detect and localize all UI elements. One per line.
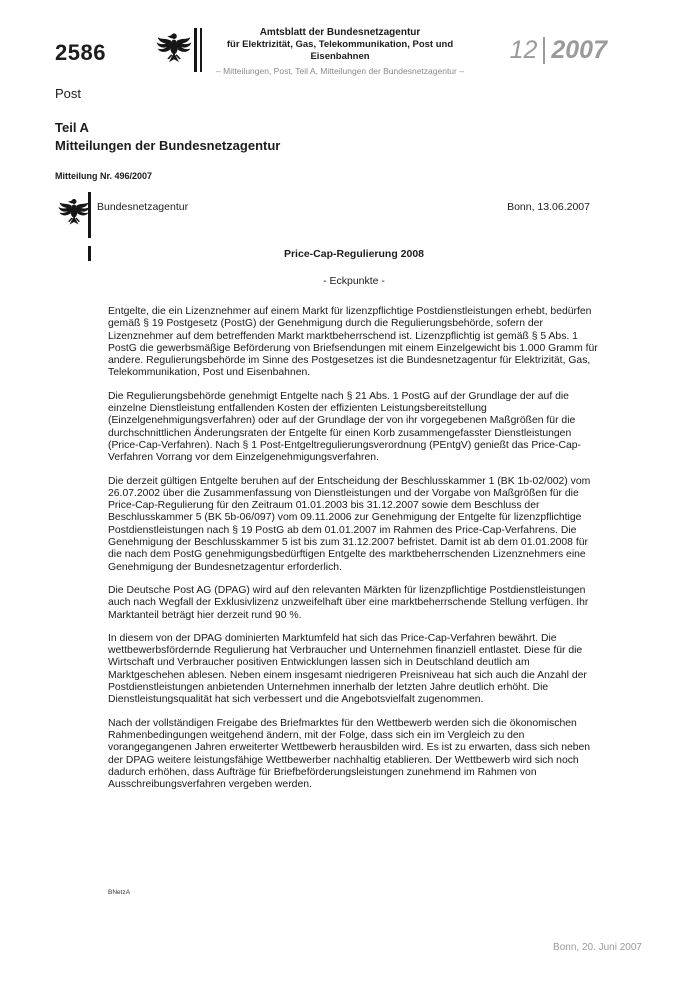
document-subtitle: - Eckpunkte -	[323, 275, 385, 287]
masthead-title-block	[200, 27, 480, 76]
federal-eagle-icon	[58, 190, 98, 238]
place-date: Bonn, 13.06.2007	[507, 201, 590, 213]
issue-divider	[543, 37, 545, 64]
issue-year: 2007	[551, 36, 607, 64]
notice-number: Mitteilung Nr. 496/2007	[55, 171, 153, 181]
part-title: Mitteilungen der Bundesnetzagentur	[55, 138, 281, 153]
document-title: Price-Cap-Regulierung 2008	[283, 248, 425, 260]
paragraph: Die derzeit gültigen Entgelte beruhen auf der Entscheidung der Beschlusskammer 1 (BK 1b-02/002) vom 26.07.2002 über die Zusammenfassung von Dienstleistungen und der Vorgabe von Maßgrößen für die Price-Cap-Regulierung für den Zeitraum 01.01.2003 bis 31.12.2007 sowie dem Beschluss der Beschlusskammer 5 (BK 5b-06/097) vom 09.11.2006 zur Genehmigung der Entgelte für lizenzpflichtige Postdienstleistungen nach § 19 PostG ab dem 01.01.2007 im Rahmen des Price-Cap-Verfahrens. Die Genehmigung der Beschlusskammer 5 ist bis zum 31.12.2007 befristet. Damit ist ab dem 01.01.2008 für die nach dem PostG genehmigungsbedürftigen Entgelte des marktbeherrschenden Lizenznehmers eine Genehmigung der Bundesnetzagentur erforderlich.	[108, 475, 591, 573]
page-number: 2586	[55, 40, 106, 65]
footer-reference: BNetzA	[108, 889, 131, 896]
document-body	[108, 306, 602, 802]
footer-place-date: Bonn, 20. Juni 2007	[553, 942, 642, 953]
agency-name: Bundesnetzagentur	[97, 201, 189, 213]
paragraph: In diesem von der DPAG dominierten Marktumfeld hat sich das Price-Cap-Verfahren bewährt. Die wettbewerbsfördernde Regulierung hat Verbraucher und Unternehmen finanziell entlastet. Diese für die Wirtschaft und Verbraucher positiven Entwicklungen lassen sich in Deutschland deutlich am Marktgeschehen ablesen. Neben einem insgesamt niedrigeren Preisniveau hat sich auch die Anzahl der Postdienstleistungen anbietenden Unternehmen innerhalb der letzten Jahre deutlich erhöht. Die Dienstleistungsqualität hat sich verbessert und die Angebotsvielfalt zugenommen.	[108, 632, 587, 706]
logo-divider-bar	[88, 192, 91, 238]
paragraph: Nach der vollständigen Freigabe des Briefmarktes für den Wettbewerb werden sich die ökonomischen Rahmenbedingungen weitgehend ändern, mit der Folge, dass sich ein im Vergleich zu den vorangegangenen Jahren erweiterter Wettbewerb herausbilden wird. Es ist zu erwarten, dass sich neben der DPAG weitere leistungsfähige Wettbewerber nachhaltig etablieren. Der Wettbewerb wird sich noch dadurch erhöhen, dass Aufträge für Briefbeförderungsleistungen zunehmend im Rahmen von Ausschreibungsverfahren vergeben werden.	[108, 717, 591, 791]
gazette-subtitle: für Elektrizität, Gas, Telekommunikation, Post und Eisenbahnen	[226, 39, 454, 62]
section-label: Post	[55, 86, 82, 101]
paragraph: Die Regulierungsbehörde genehmigt Entgelte nach § 21 Abs. 1 PostG auf der Grundlage der auf die einzelne Dienstleistung entfallenden Kosten der effizienten Leistungsbereitstellung (Einzelgenehmigungsverfahren) oder auf der Grundlage der von ihr vorgegebenen Maßgrößen für die durchschnittlichen Änderungsraten der Entgelte für einen Korb zusammengefasster Dienstleistungen (Price-Cap-Verfahren). Nach § 1 Post-Entgeltregulierungsverordnung (PEntgV) genießt das Price-Cap-Verfahren Vorrang vor dem Einzelgenehmigungsverfahren.	[108, 390, 582, 464]
gazette-title: Amtsblatt der Bundesnetzagentur	[259, 27, 421, 38]
issue-number: 12	[509, 36, 538, 64]
gazette-section-line: – Mitteilungen, Post, Teil A, Mitteilungen der Bundesnetzagentur –	[216, 66, 464, 76]
logo-flag-bar	[194, 28, 197, 72]
paragraph: Entgelte, die ein Lizenznehmer auf einem Markt für lizenzpflichtige Postdienstleistungen erhebt, bedürfen gemäß § 19 Postgesetz (PostG) der Genehmigung durch die Regulierungsbehörde, sofern der Lizenznehmer auf dem betreffenden Markt marktbeherrschend ist. Lizenzpflichtig ist gemäß § 5 Abs. 1 PostG die gewerbsmäßige Beförderung von Briefsendungen mit einem Einzelgewicht bis 1.000 Gramm für andere. Regulierungsbehörde im Sinne des Postgesetzes ist die Bundesnetzagentur für Elektrizität, Gas, Telekommunikation, Post und Eisenbahnen.	[108, 306, 598, 379]
issue-label	[510, 36, 607, 65]
part-label: Teil A	[55, 120, 89, 135]
paragraph: Die Deutsche Post AG (DPAG) wird auf den relevanten Märkten für lizenzpflichtige Postdienstleistungen auch nach Wegfall der Exklusivlizenz unzweifelhaft über eine marktbeherrschende Stellung verfügen. Ihr Marktanteil beträgt hier derzeit rund 90 %.	[108, 584, 589, 621]
logo-tick-mark	[88, 246, 91, 261]
